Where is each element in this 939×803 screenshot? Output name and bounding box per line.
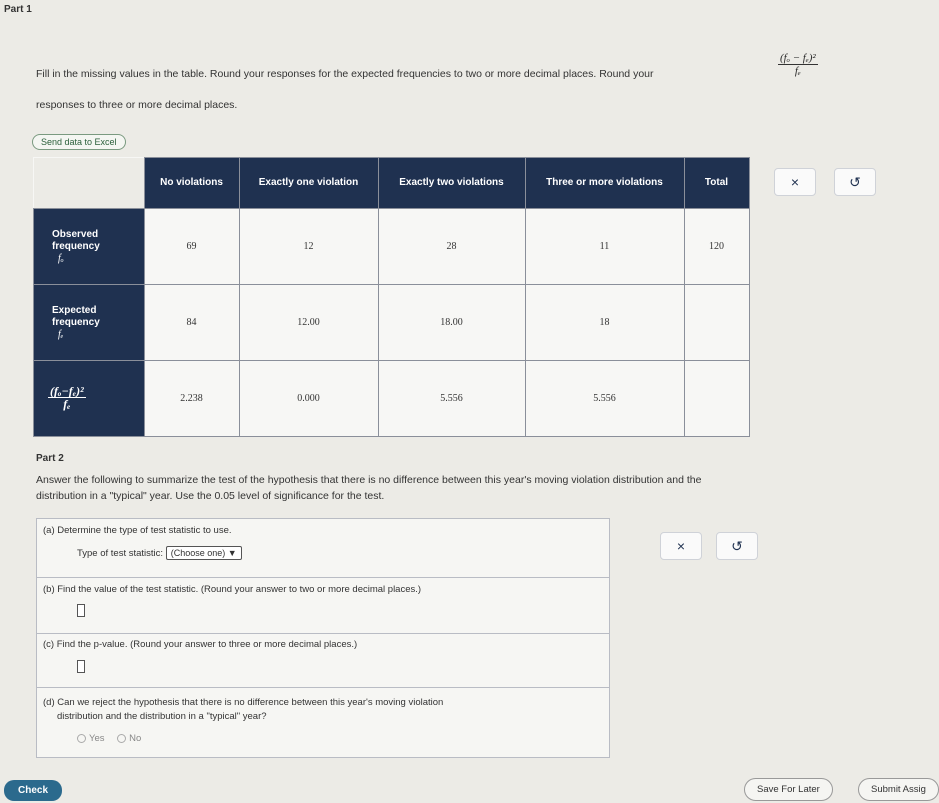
part-2-instruction-cont: distribution in a "typical" year. Use the 0.05 level of significance for the test. <box>36 490 385 502</box>
question-b <box>37 577 609 634</box>
undo-icon: ↺ <box>849 173 861 190</box>
cell-observed-total: 120 <box>684 209 749 285</box>
row-label-observed: Observed frequency <box>52 228 100 252</box>
cell-expected-three[interactable]: 18 <box>525 285 684 361</box>
undo-button-part2[interactable] <box>716 532 758 560</box>
chevron-down-icon: ▼ <box>227 548 237 558</box>
radio-yes-circle <box>77 734 86 743</box>
undo-icon: ↺ <box>731 537 743 554</box>
question-d-prompt: (d) Can we reject the hypothesis that there is no difference between this year's moving violation <box>43 697 444 708</box>
radio-no-label: No <box>129 733 142 744</box>
row-formula <box>48 385 86 410</box>
cell-chi-no[interactable]: 2.238 <box>144 361 239 437</box>
cell-expected-no[interactable]: 84 <box>144 285 239 361</box>
table-corner <box>34 158 145 209</box>
col-header-three-plus-violations: Three or more violations <box>525 158 684 209</box>
question-d-prompt-cont: distribution and the distribution in a "typical" year? <box>57 711 267 722</box>
table-row-observed <box>34 209 750 285</box>
cell-expected-one[interactable]: 12.00 <box>239 285 378 361</box>
radio-no-circle <box>117 734 126 743</box>
radio-yes-label: Yes <box>89 733 105 744</box>
test-statistic-input[interactable] <box>77 604 85 617</box>
cell-observed-three: 11 <box>525 209 684 285</box>
question-c <box>37 633 609 688</box>
formula-numerator: (fₒ − fₑ)² <box>780 52 816 64</box>
send-to-excel-button[interactable]: Send data to Excel <box>32 134 126 150</box>
cell-chi-three[interactable]: 5.556 <box>525 361 684 437</box>
save-for-later-button[interactable]: Save For Later <box>744 778 833 801</box>
question-a-prompt: (a) Determine the type of test statistic to use. <box>43 525 232 536</box>
row-header-observed <box>34 209 145 285</box>
row-label-expected: Expected frequency <box>52 304 100 328</box>
col-header-one-violation: Exactly one violation <box>239 158 378 209</box>
table-row-expected <box>34 285 750 361</box>
question-box <box>36 518 610 758</box>
clear-button[interactable] <box>774 168 816 196</box>
part-2-instruction: Answer the following to summarize the test of the hypothesis that there is no difference between this year's moving violation distribution and the <box>36 474 702 486</box>
cell-observed-one: 12 <box>239 209 378 285</box>
check-button[interactable]: Check <box>4 780 62 801</box>
cell-chi-total <box>684 361 749 437</box>
test-statistic-select-value: (Choose one) <box>170 548 226 558</box>
row-formula-den: fₑ <box>63 397 71 411</box>
test-statistic-label: Type of test statistic: <box>77 548 164 559</box>
question-b-prompt: (b) Find the value of the test statistic. (Round your answer to two or more decimal places.) <box>43 584 422 595</box>
question-a-row <box>77 546 242 560</box>
cell-chi-one[interactable]: 0.000 <box>239 361 378 437</box>
submit-assignment-button[interactable]: Submit Assig <box>858 778 939 801</box>
symbol-fo: fₒ <box>58 252 64 264</box>
radio-yes[interactable] <box>77 733 105 744</box>
col-header-total: Total <box>684 158 749 209</box>
part-1-instruction: Fill in the missing values in the table. Round your responses for the expected frequencies to two or more decimal places. Round your <box>36 68 654 80</box>
close-icon: × <box>790 174 800 190</box>
test-statistic-select[interactable] <box>166 546 242 560</box>
instruction-formula <box>778 52 818 77</box>
col-header-no-violations: No violations <box>144 158 239 209</box>
row-formula-num: (fₒ−fₑ)² <box>50 384 84 398</box>
question-a <box>37 519 609 578</box>
frequency-table <box>33 157 750 437</box>
cell-chi-two[interactable]: 5.556 <box>378 361 525 437</box>
undo-button[interactable] <box>834 168 876 196</box>
cell-expected-total <box>684 285 749 361</box>
cell-observed-no: 69 <box>144 209 239 285</box>
symbol-fe: fₑ <box>58 328 64 340</box>
col-header-two-violations: Exactly two violations <box>378 158 525 209</box>
question-d <box>37 687 609 757</box>
part-1-label: Part 1 <box>4 4 32 15</box>
part-2-label: Part 2 <box>36 453 64 464</box>
cell-expected-two[interactable]: 18.00 <box>378 285 525 361</box>
question-c-prompt: (c) Find the p-value. (Round your answer to three or more decimal places.) <box>43 639 358 650</box>
close-icon: × <box>676 538 686 554</box>
cell-observed-two: 28 <box>378 209 525 285</box>
formula-denominator: fₑ <box>794 65 801 77</box>
row-header-expected <box>34 285 145 361</box>
clear-button-part2[interactable] <box>660 532 702 560</box>
reject-choice <box>77 733 141 744</box>
part-1-instruction-cont: responses to three or more decimal places. <box>36 99 238 111</box>
radio-no[interactable] <box>117 733 141 744</box>
row-header-chi-component <box>34 361 145 437</box>
table-row-chi-component <box>34 361 750 437</box>
p-value-input[interactable] <box>77 660 85 673</box>
